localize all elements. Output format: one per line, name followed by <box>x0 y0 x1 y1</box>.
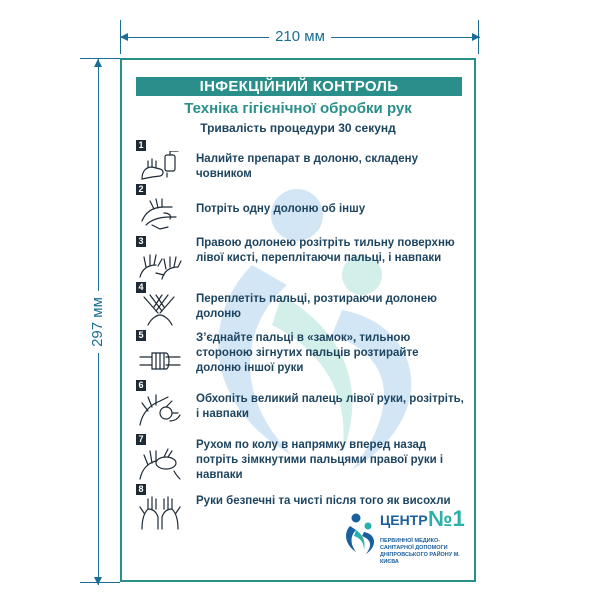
open-hands-icon <box>138 495 182 531</box>
arrow-down-icon <box>94 577 102 585</box>
logo-number: №1 <box>428 506 465 531</box>
step-number: 3 <box>136 236 146 247</box>
back-of-hand-icon <box>138 247 182 283</box>
center-logo <box>344 506 465 572</box>
height-dimension <box>88 59 108 585</box>
interlaced-fingers-icon <box>138 293 182 329</box>
step-text: Правою долонею розітріть тильну поверхню лівої кисті, переплітаючи пальці, і навпаки <box>196 237 455 264</box>
step-number: 5 <box>136 330 146 341</box>
background-watermark-icon <box>192 175 452 475</box>
thumb-rub-icon <box>138 391 182 427</box>
step-number: 4 <box>136 282 146 293</box>
step-text: З’єднайте пальці в «замок», тильною стороною зігнутих пальців розтирайте долоню іншої руки <box>196 332 419 374</box>
step-number: 1 <box>136 140 146 151</box>
arrow-right-icon <box>472 33 480 41</box>
poster-banner: ІНФЕКЦІЙНИЙ КОНТРОЛЬ <box>136 77 462 96</box>
palms-rubbing-icon <box>138 195 182 231</box>
logo-subtitle: ПЕРВИННОЇ МЕДИКО-САНІТАРНОЇ ДОПОМОГИ ДНІПРОВСЬКОГО РАЙОНУ М. КИЄВА <box>380 538 460 565</box>
arrow-left-icon <box>120 33 128 41</box>
logo-mark-icon <box>344 512 378 556</box>
step-text: Потріть одну долоню об іншу <box>196 203 366 215</box>
step-number: 6 <box>136 380 146 391</box>
width-dimension <box>120 27 480 47</box>
height-label: 297 мм <box>88 291 108 353</box>
hand-dispenser-icon <box>138 151 182 187</box>
fingertips-circle-icon <box>138 445 182 481</box>
step-text: Переплетіть пальці, розтираючи долонею долоню <box>196 293 437 320</box>
step-text: Рухом по колу в напрямку вперед назад потріть зімкнутими пальцями правої руки і навпаки <box>196 439 444 481</box>
step-number: 2 <box>136 184 146 195</box>
step-number: 8 <box>136 484 146 495</box>
arrow-up-icon <box>94 59 102 67</box>
step-text: Руки безпечні та чисті після того як висохли <box>196 495 451 507</box>
step-number: 7 <box>136 434 146 445</box>
step-text: Налийте препарат в долоню, складену човником <box>196 153 418 180</box>
logo-title: ЦЕНТР <box>380 512 428 528</box>
procedure-duration: Тривалість процедури 30 секунд <box>200 121 396 135</box>
poster-subtitle: Техніка гігієнічної обробки рук <box>184 100 412 117</box>
locked-fingers-icon <box>138 341 182 377</box>
hand-hygiene-poster <box>120 58 476 582</box>
width-label: 210 мм <box>269 27 331 47</box>
step-text: Обхопіть великий палець лівої руки, розітріть, і навпаки <box>196 393 464 420</box>
